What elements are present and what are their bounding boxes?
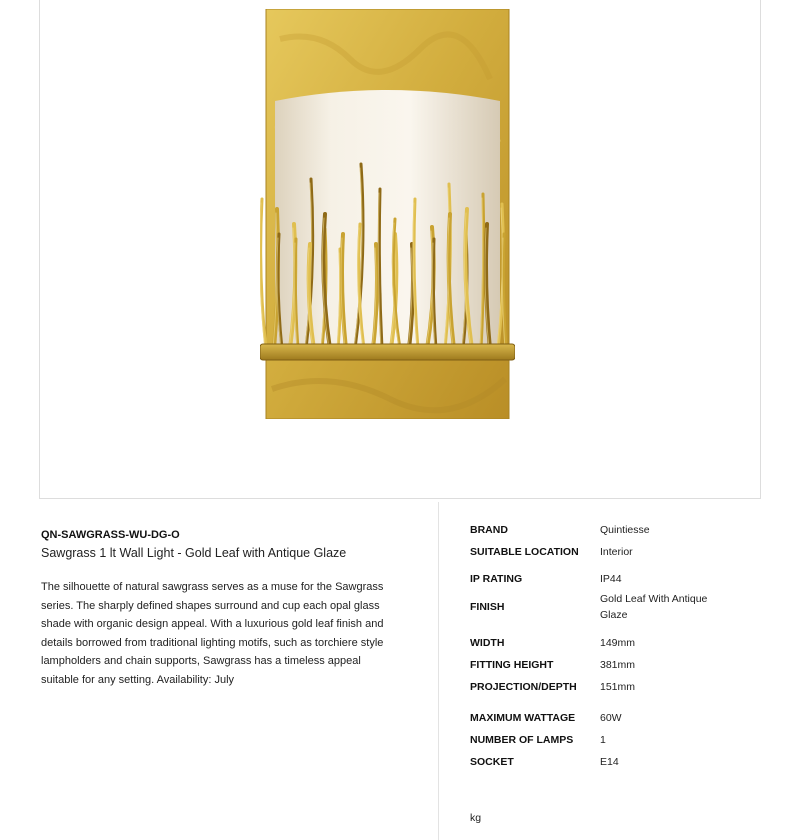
spec-value: 1 (600, 734, 606, 746)
spec-value: Gold Leaf With Antique Glaze (600, 593, 708, 621)
product-description: The silhouette of natural sawgrass serves as a muse for the Sawgrass series. The sharply defined shapes surround and cup each opal glass shade with organic design appeal. With a luxurious gold leaf finish and details borrowed from traditional lighting motifs, such as torchiere style lampholders and chain supports, Sawgrass has a timeless appeal suitable for any setting. Availability: July (41, 581, 384, 686)
spec-value: 151mm (600, 681, 636, 693)
product-image-frame (39, 0, 761, 499)
product-title: Sawgrass 1 lt Wall Light - Gold Leaf with Antique Glaze (41, 546, 347, 560)
spec-label: MAXIMUM WATTAGE (470, 712, 576, 724)
spec-label: WIDTH (470, 637, 505, 649)
spec-value: 381mm (600, 659, 636, 671)
spec-label: IP RATING (470, 573, 523, 585)
spec-label: NUMBER OF LAMPS (470, 734, 574, 746)
product-sku: QN-SAWGRASS-WU-DG-O (41, 529, 180, 541)
spec-label: SOCKET (470, 756, 514, 768)
spec-label: SUITABLE LOCATION (470, 546, 579, 558)
spec-value: 60W (600, 712, 622, 724)
weight-unit: kg (470, 812, 482, 824)
spec-value: IP44 (600, 573, 622, 585)
spec-label: PROJECTION/DEPTH (470, 681, 577, 693)
column-divider (438, 502, 439, 840)
spec-value: E14 (600, 756, 619, 768)
spec-label: FITTING HEIGHT (470, 659, 554, 671)
spec-label: BRAND (470, 524, 508, 536)
spec-value: Interior (600, 546, 633, 558)
product-summary (41, 528, 396, 690)
spec-value: 149mm (600, 637, 636, 649)
product-image (260, 9, 515, 419)
spec-value: Quintiesse (600, 524, 650, 536)
spec-label: FINISH (470, 601, 505, 613)
weight-field (470, 812, 481, 824)
